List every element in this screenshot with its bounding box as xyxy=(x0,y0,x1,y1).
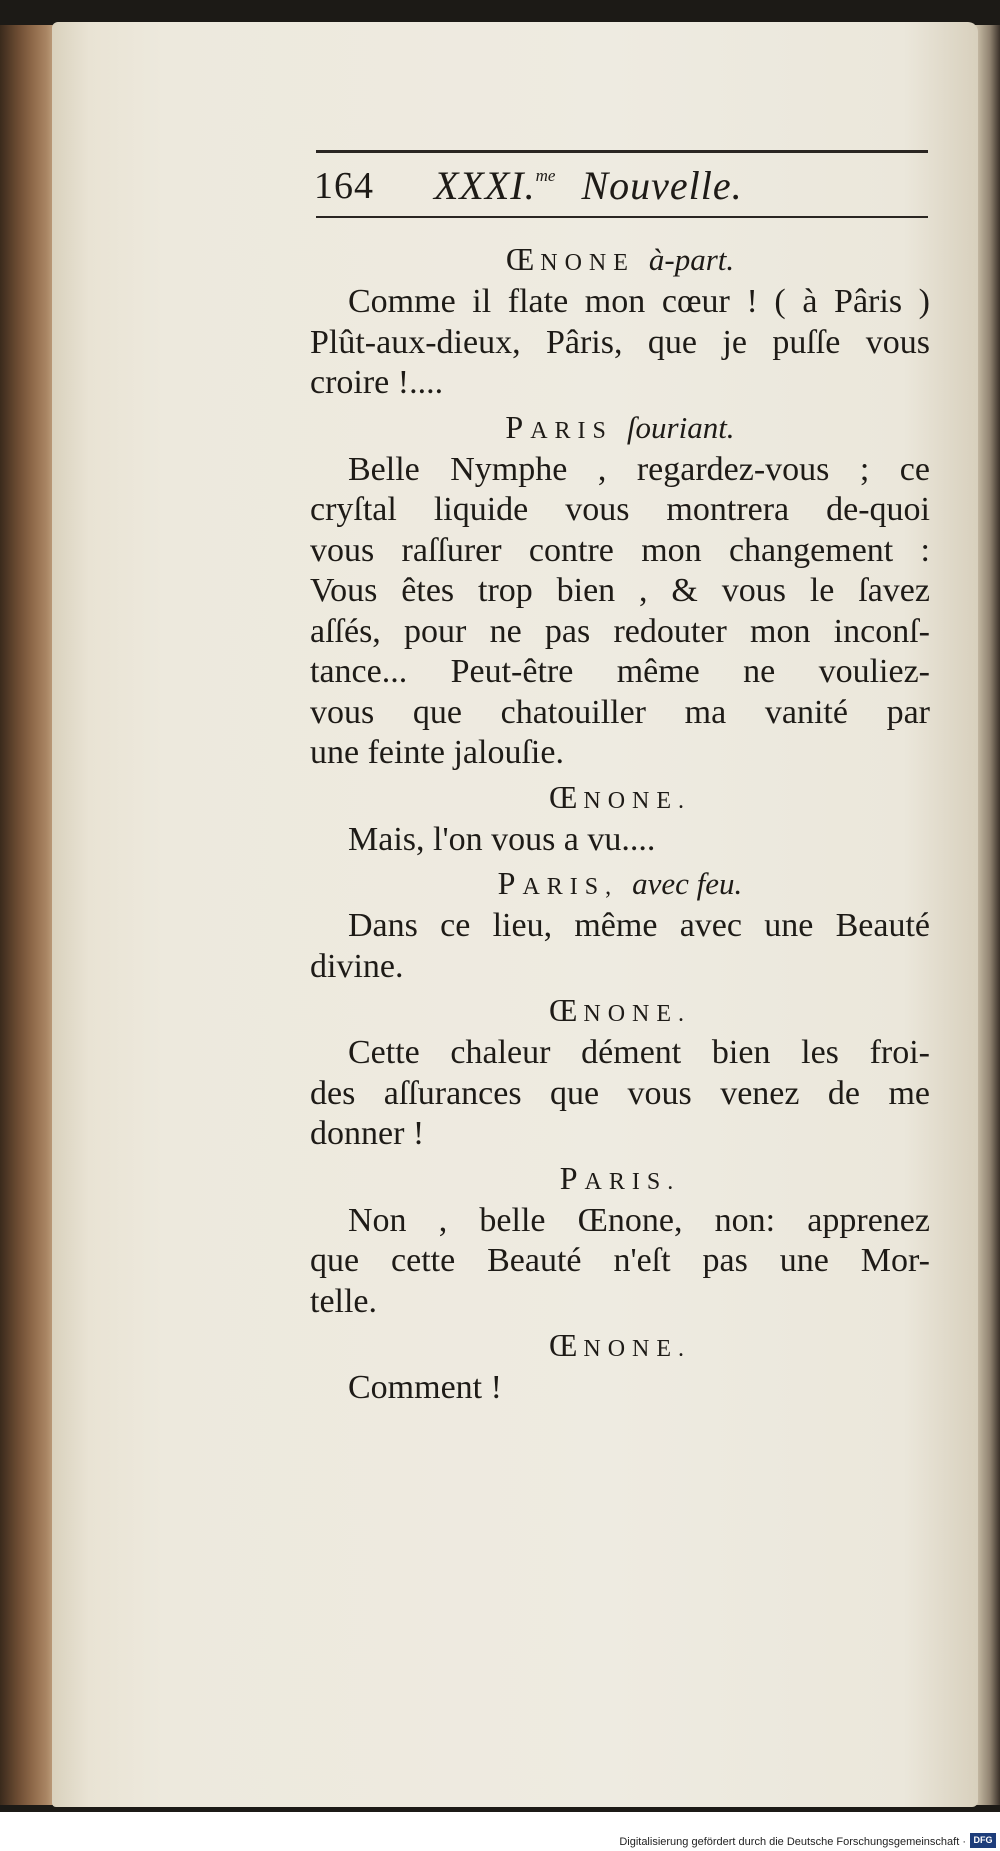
speaker-heading: PARIS, avec feu. xyxy=(497,865,743,901)
running-title xyxy=(434,162,743,209)
text-line: des aſſurances que vous venez de me xyxy=(310,1074,930,1112)
page-edge-right xyxy=(975,25,1000,1805)
page-number: 164 xyxy=(314,165,374,207)
speaker-heading: PARIS ſouriant. xyxy=(505,408,735,445)
text-line: donner ! xyxy=(310,1115,425,1152)
speaker-heading: Œ NONE. xyxy=(548,1327,692,1363)
dfg-credit: Digitalisierung gefördert durch die Deutsche Forschungsgemeinschaft · xyxy=(619,1836,966,1848)
text-line: vous que chatouiller ma vanité par xyxy=(310,693,930,731)
title-roman: XXXI. xyxy=(434,163,536,208)
speaker-heading: Œ NONE. xyxy=(548,992,692,1028)
running-head xyxy=(314,162,930,212)
text-line: Belle Nymphe , regardez-vous ; ce xyxy=(348,450,930,488)
text-line: Comme il flate mon cœur ! ( à Pâris ) xyxy=(348,283,930,320)
stage-direction: ſouriant. xyxy=(626,409,735,445)
header-rule-bottom xyxy=(316,216,928,218)
text-line: Plût-aux-dieux, Pâris, que je puſſe vous xyxy=(310,323,930,361)
header-rule-top xyxy=(316,150,928,153)
speaker-heading: Œ NONE. xyxy=(548,778,692,815)
text-line: Cette chaleur dément bien les froi- xyxy=(348,1034,930,1071)
text-line: cryſtal liquide vous montrera de-quoi xyxy=(310,491,930,528)
text-line: Vous êtes trop bien , & vous le ſavez xyxy=(310,572,930,609)
text-line: telle. xyxy=(310,1282,378,1320)
dfg-logo: DFG xyxy=(970,1833,996,1848)
text-line: vous raſſurer contre mon changement : xyxy=(310,531,930,569)
stage-direction: avec feu. xyxy=(632,866,743,901)
stage-direction: à-part. xyxy=(648,242,735,277)
text-line: que cette Beauté n'eſt pas une Mor- xyxy=(310,1242,930,1279)
text-line: tance... Peut-être même ne vouliez- xyxy=(310,653,930,690)
text-line: Non , belle Œnone, non: apprenez xyxy=(348,1201,930,1239)
text-line: aſſés, pour ne pas redouter mon inconſ- xyxy=(310,612,930,650)
text-line: Mais, l'on vous a vu.... xyxy=(348,820,656,858)
text-line: une feinte jalouſie. xyxy=(310,734,564,771)
text-line: divine. xyxy=(310,947,404,985)
speaker-heading: Œ NONE à-part. xyxy=(505,241,735,277)
page-text xyxy=(310,150,930,1409)
title-word: Nouvelle. xyxy=(581,163,743,208)
text-line: Dans ce lieu, même avec une Beauté xyxy=(348,907,930,944)
speaker-heading: PARIS. xyxy=(559,1159,681,1196)
text-line: Comment ! xyxy=(348,1369,502,1406)
title-superscript: me xyxy=(535,166,556,185)
page-edge-left xyxy=(0,25,58,1805)
text-line: croire !.... xyxy=(310,364,444,401)
